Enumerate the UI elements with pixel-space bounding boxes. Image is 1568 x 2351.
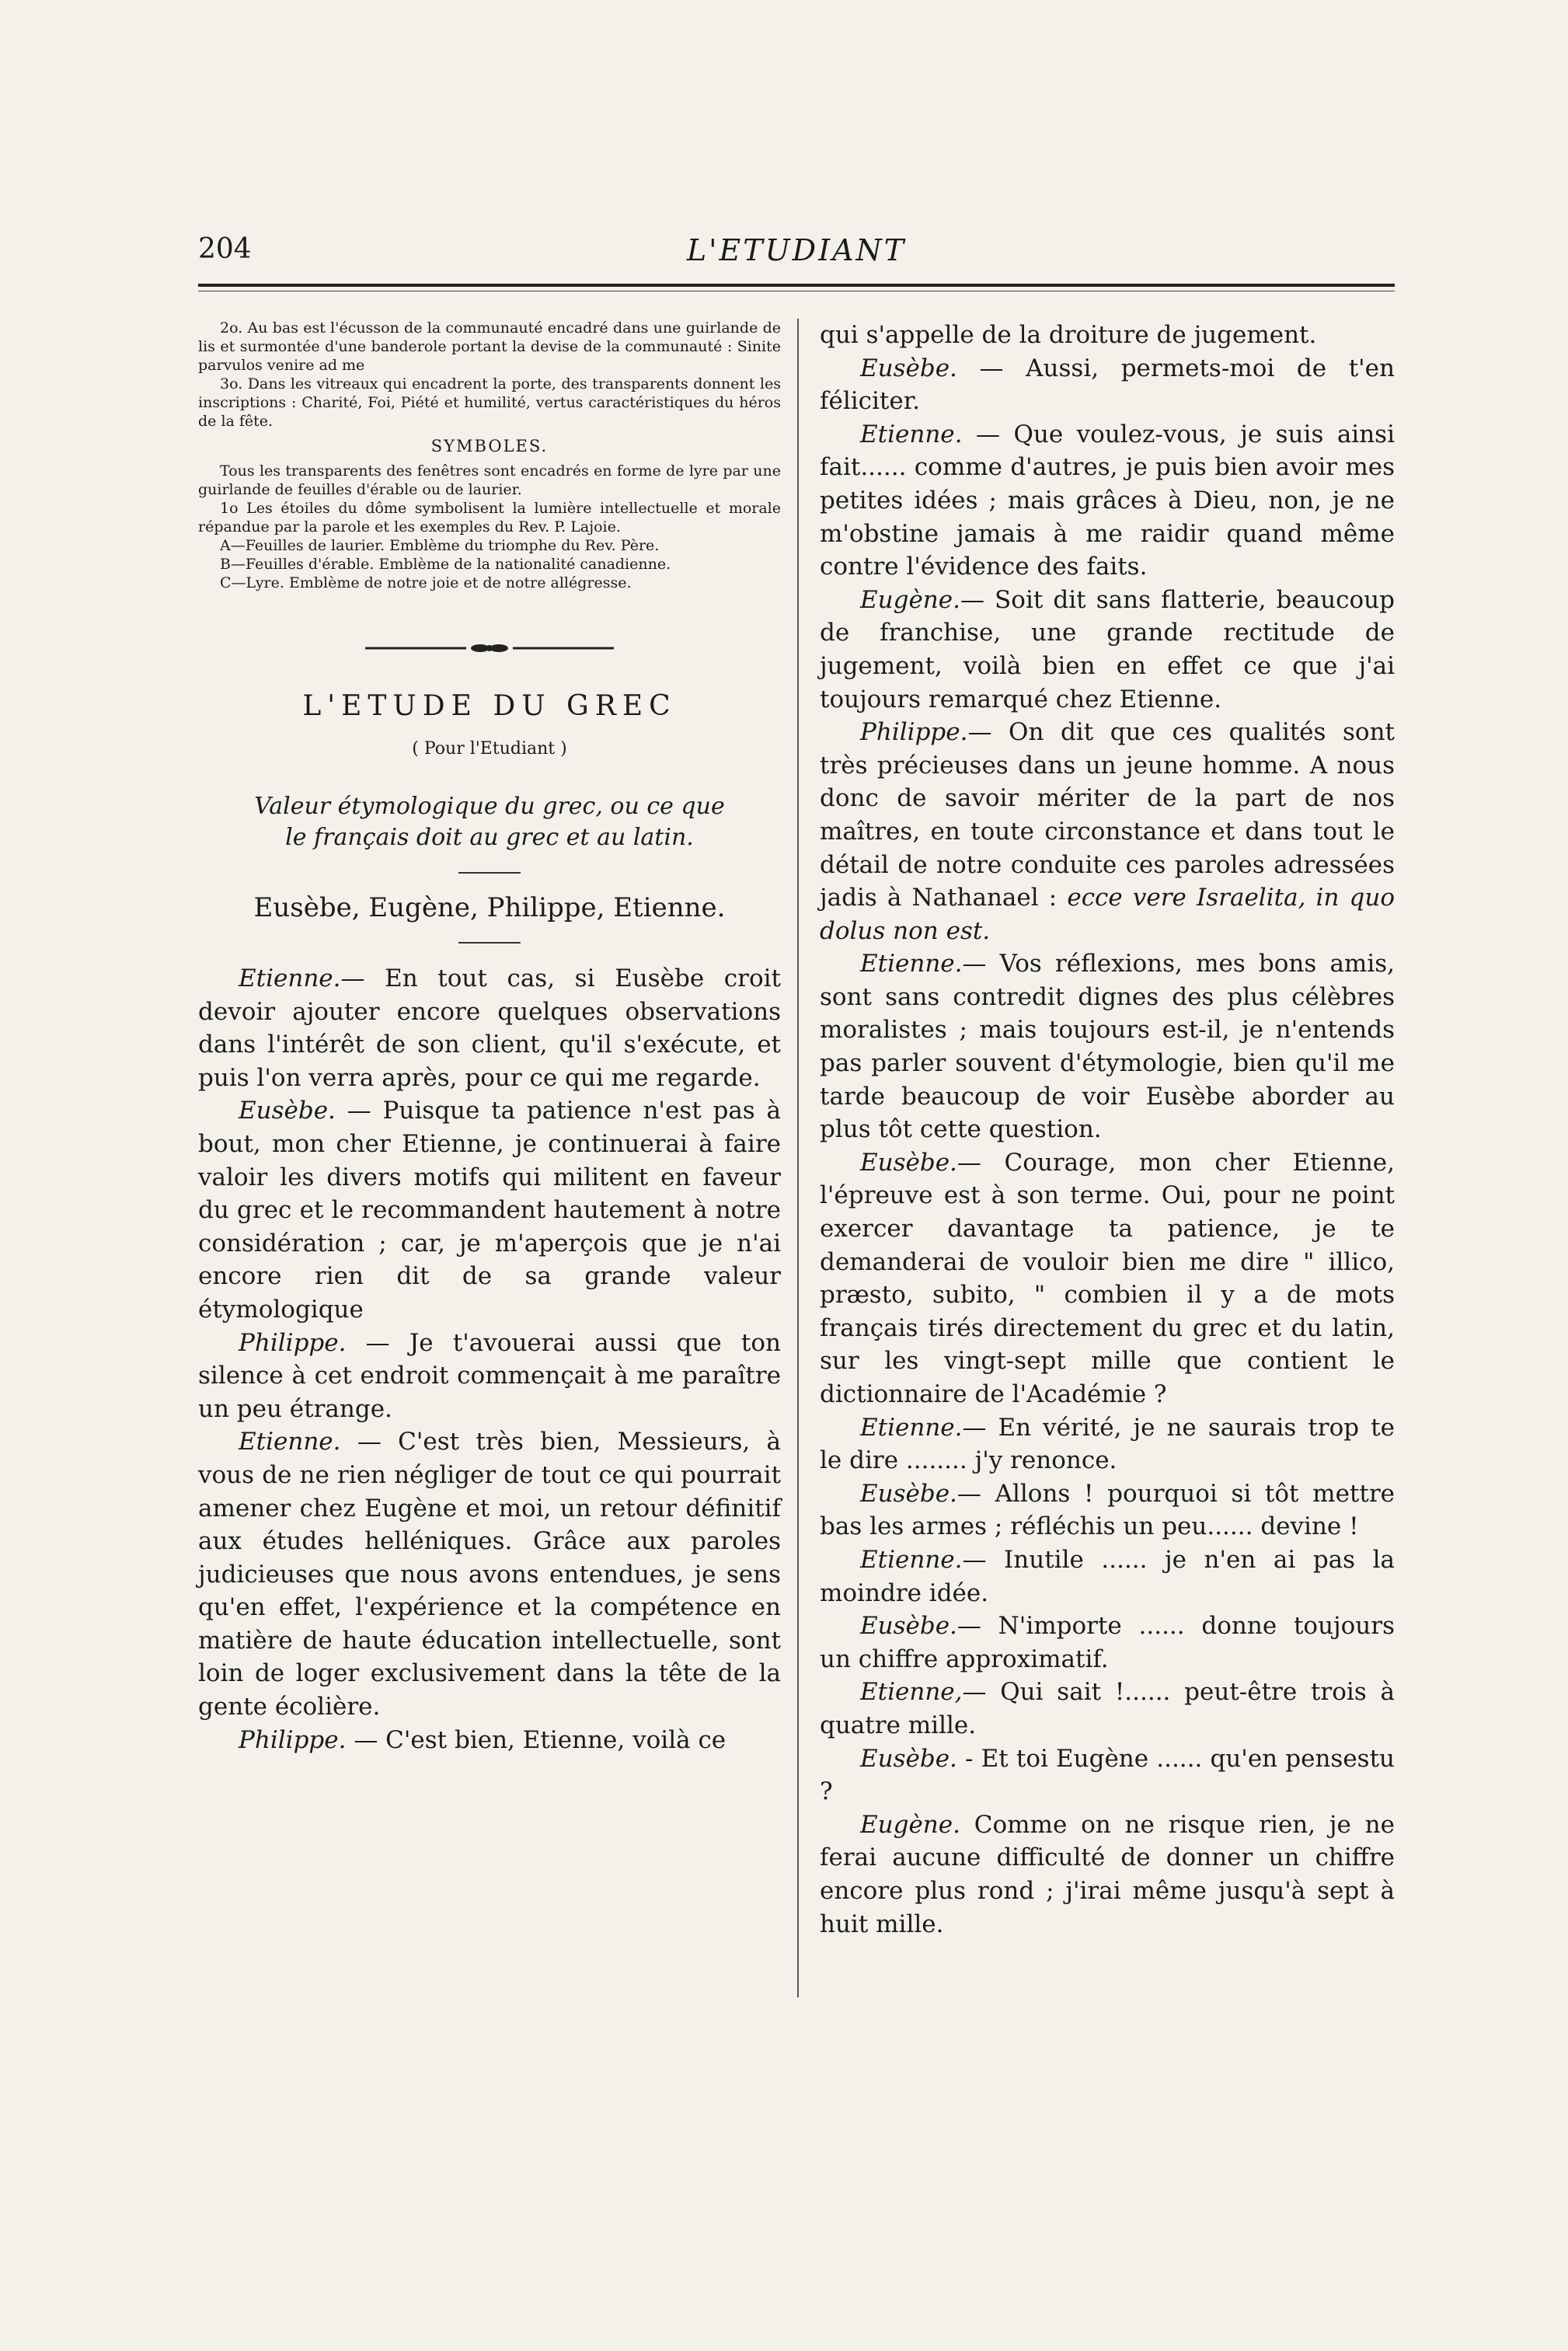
line-text: — Puisque ta patience n'est pas à bout, mon cher Etienne, je continuerai à faire valoir les divers motifs qui militent en faveur du grec et le recommandent hautement à notre considération ; car, je m'aperçois que je n'ai encore rien dit de sa grande valeur étymologique [198,1097,782,1324]
dialogue-line [820,1676,1395,1742]
speaker: Eusèbe. [860,1744,957,1773]
line-text: — Courage, mon cher Etienne, l'épreuve est à son terme. Oui, pour ne point exercer davantage ta patience, je te demanderai de vouloir bien me dire " illico, præsto, subito, " combien il y a de mots français tirés directement du grec et du latin, sur les vingt-sept mille que contient le dictionnaire de l'Académie ? [820,1148,1395,1408]
article-title: L'ETUDE DU GREC [302,690,677,722]
speaker: Eusèbe. [239,1097,336,1125]
speaker: Eugène. [860,1810,960,1839]
article-subtitle: ( Pour l'Etudiant ) [412,739,567,759]
line-text: — C'est bien, Etienne, voilà ce [354,1725,727,1754]
speaker: Philippe. [239,1725,347,1754]
right-dialogue [820,319,1395,1941]
line-text: — Qui sait !...... peut-être trois à quatre mille. [820,1678,1395,1739]
article-tagline: Valeur étymologique du grec, ou ce que le français doit au grec et au latin. [254,793,725,851]
dialogue-line [820,1477,1395,1543]
dialogue-line [820,1146,1395,1411]
header-rule [198,284,1395,287]
dialogue-line [820,584,1395,716]
line-text: — Aussi, permets-moi de t'en féliciter. [820,354,1395,416]
speaker: Eusèbe. [860,1612,957,1641]
line-text: — Je t'avouerai aussi que ton silence à cet endroit commençait à me paraître un peu étrange. [198,1328,781,1423]
line-text: — Soit dit sans flatterie, beaucoup de franchise, une grande rectitude de jugement, voilà bien en effet ce que j'ai toujours remarqué chez Etienne. [820,585,1395,713]
note-3: 3o. Dans les vitreaux qui encadrent la porte, des transparents donnent les inscriptions : Charité, Foi, Piété et humilité, vertus caractéristiques du héros de la fête. [198,375,781,430]
running-head [198,233,1395,280]
column-divider [797,319,799,1997]
continuation-line: qui s'appelle de la droiture de jugement. [820,321,1317,349]
speaker: Philippe. [239,1328,347,1357]
speaker: Etienne, [860,1678,963,1707]
dialogue-line [820,1809,1395,1941]
line-text: Comme on ne risque rien, je ne ferai aucune difficulté de donner un chiffre encore plus rond ; j'irai même jusqu'à sept à huit mille. [820,1810,1395,1938]
dialogue-line [820,1543,1395,1610]
speaker: Eusèbe. [860,354,957,382]
separator [458,872,521,874]
dialogue-line [820,947,1395,1146]
dialogue-line [820,716,1395,947]
speaker: Eusèbe. [860,1479,957,1508]
dialogue-line [198,1094,781,1326]
symbole-b: B—Feuilles d'érable. Emblème de la nationalité canadienne. [220,556,671,573]
speaker: Eugène. [860,585,960,614]
note-2: 2o. Au bas est l'écusson de la communauté encadré dans une guirlande de lis et surmontée d'une banderole portant la devise de la communauté : Sinite parvulos venire ad me [198,319,781,374]
dialogue-line [820,352,1395,418]
speaker: Etienne. [860,420,963,448]
dialogue-line [198,1724,781,1757]
notes-block [198,319,781,592]
speakers-list: Eusèbe, Eugène, Philippe, Etienne. [253,892,726,923]
line-text: — Inutile ...... je n'en ai pas la moindre idée. [820,1545,1395,1607]
dialogue-line [198,1327,781,1426]
line-text: — En tout cas, si Eusèbe croit devoir ajouter encore quelques observations dans l'intérêt de son client, qu'il s'exécute, et puis l'on verra après, pour ce qui me regarde. [198,964,781,1092]
line-text: — N'importe ...... donne toujours un chiffre approximatif. [820,1612,1395,1673]
line-text: - Et toi Eugène ...... qu'en pensestu ? [820,1744,1396,1806]
symboles-heading: SYMBOLES. [430,437,549,455]
line-text: — En vérité, je ne saurais trop te le dire ........ j'y renonce. [820,1413,1395,1475]
line-text: — On dit que ces qualités sont très précieuses dans un jeune homme. A nous donc de savoir mériter de la part de nos maîtres, en toute circonstance et dans tout le détail de notre conduite ces paroles adressées jadis à Nathanael : [820,718,1395,912]
line-text: — Allons ! pourquoi si tôt mettre bas les armes ; réfléchis un peu...... devine ! [820,1479,1395,1541]
dialogue-line [820,1610,1395,1676]
symboles-intro: Tous les transparents des fenêtres sont encadrés en forme de lyre par une guirlande de feuilles d'érable ou de laurier. [198,462,781,498]
speaker: Etienne. [239,964,341,992]
line-text: — C'est très bien, Messieurs, à vous de ne rien négliger de tout ce qui pourrait amener chez Eugène et moi, un retour définitif aux études helléniques. Grâce aux paroles judicieuses que nous avons entendues, je sens qu'en effet, l'expérience et la compétence en matière de haute éducation intellectuelle, sont loin de loger exclusivement dans la tête de la gente écolière. [198,1428,782,1721]
latin-quote: ecce vere Israelita, in quo dolus non est. [820,884,1395,945]
right-column [820,319,1395,1941]
symbole-c: C—Lyre. Emblème de notre joie et de notre allégresse. [220,574,632,591]
dialogue-line [198,1425,781,1723]
symbole-1: 1o Les étoiles du dôme symbolisent la lumière intellectuelle et morale répandue par la parole et les exemples du Rev. P. Lajoie. [198,500,781,535]
speaker: Etienne. [860,1545,963,1574]
speaker: Etienne. [860,950,963,978]
left-dialogue [198,962,781,1756]
line-text: — Vos réflexions, mes bons amis, sont sans contredit dignes des plus célèbres moralistes ; mais toujours est-il, je n'entends pas parler souvent d'étymologie, bien qu'il me tarde beaucoup de voir Eusèbe aborder au plus tôt cette question. [820,950,1395,1144]
speaker: Philippe. [860,718,968,747]
journal-title: L'ETUDIANT [686,233,907,267]
page-number: 204 [198,233,252,265]
ornament-divider-icon [198,637,781,659]
left-column [198,319,781,1756]
line-text: — Que voulez-vous, je suis ainsi fait...... comme d'autres, je puis bien avoir mes petites idées ; mais grâces à Dieu, non, je ne m'obstine jamais à me raidir quand même contre l'évidence des faits. [820,420,1396,581]
dialogue-line [820,1411,1395,1477]
dialogue-line [820,1742,1395,1809]
speaker: Etienne. [239,1428,341,1456]
dialogue-line [198,962,781,1094]
speaker: Etienne. [860,1413,963,1442]
dialogue-line [820,418,1395,584]
symbole-a: A—Feuilles de laurier. Emblème du triomphe du Rev. Père. [220,537,660,554]
separator [458,942,521,944]
speaker: Eusèbe. [860,1148,957,1177]
